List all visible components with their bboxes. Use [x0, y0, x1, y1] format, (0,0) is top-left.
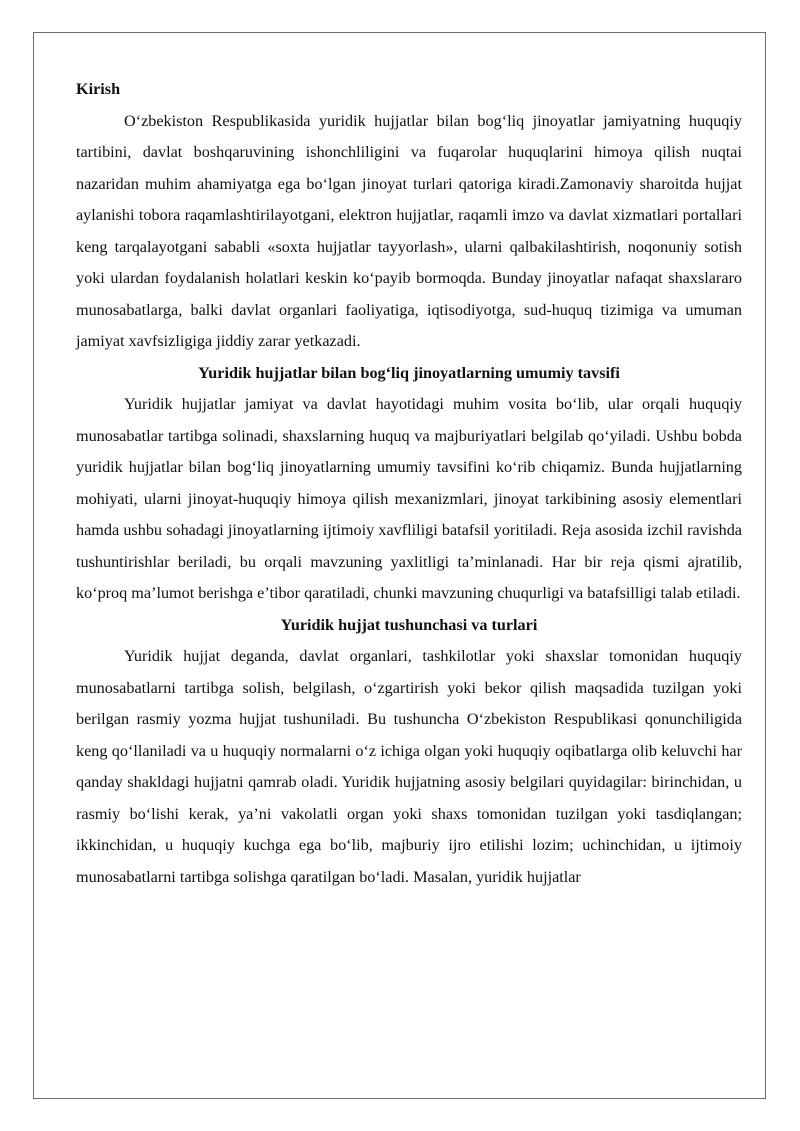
section-heading-document-concept: Yuridik hujjat tushunchasi va turlari	[280, 615, 538, 634]
intro-paragraph: O‘zbekiston Respublikasida yuridik hujjatlar bilan bog‘liq jinoyatlar jamiyatning huquqiy tartibini, davlat boshqaruvining ishonchliligini va fuqarolar huquqlarini himoya qilish nuqtai nazaridan muhim ahamiyatga ega bo‘lgan jinoyat turlari qatoriga kiradi.Zamonaviy sharoitda hujjat aylanishi tobora raqamlashtirilayotgani, elektron hujjatlar, raqamli imzo va davlat xizmatlari portallari keng tarqalayotgani sababli «soxta hujjatlar tayyorlash», ularni qalbakilashtirish, noqonuniy sotish yoki ulardan foydalanish holatlari keskin ko‘payib bormoqda. Bunday jinoyatlar nafaqat shaxslararo munosabatlarga, balki davlat organlari faoliyatiga, iqtisodiyotga, sud-huquq tizimiga va umuman jamiyat xavfsizligiga jiddiy zarar yetkazadi.	[76, 111, 742, 350]
general-description-paragraph: Yuridik hujjatlar jamiyat va davlat hayotidagi muhim vosita bo‘lib, ular orqali huquqiy munosabatlar tartibga solinadi, shaxslarning huquq va majburiyatlari belgilab qo‘yiladi. Ushbu bobda yuridik hujjatlar bilan bog‘liq jinoyatlarning umumiy tavsifini ko‘rib chiqamiz. Bunda hujjatlarning mohiyati, ularni jinoyat-huquqiy himoya qilish mexanizmlari, jinoyat tarkibining asosiy elementlari hamda ushbu sohadagi jinoyatlarning ijtimoiy xavfliligi batafsil yoritiladi. Reja asosida izchil ravishda tushuntirishlar beriladi, bu orqali mavzuning yaxlitligi ta’minlanadi. Har bir reja qismi ajratilib, ko‘proq ma’lumot berishga e’tibor qaratiladi, chunki mavzuning chuqurligi va batafsilligi talab etiladi.	[76, 395, 742, 602]
document-body	[76, 74, 742, 893]
document-concept-paragraph: Yuridik hujjat deganda, davlat organlari, tashkilotlar yoki shaxslar tomonidan huquqiy munosabatlarni tartibga solish, belgilash, o‘zgartirish yoki bekor qilish maqsadida tuzilgan yoki berilgan rasmiy yozma hujjat tushuniladi. Bu tushuncha O‘zbekiston Respublikasi qonunchiligida keng qo‘llaniladi va u huquqiy normalarni o‘z ichiga olgan yoki huquqiy oqibatlarga olib keluvchi har qanday shakldagi hujjatni qamrab oladi. Yuridik hujjatning asosiy belgilari quyidagilar: birinchidan, u rasmiy bo‘lishi kerak, ya’ni vakolatli organ yoki shaxs tomonidan tuzilgan yoki tasdiqlangan; ikkinchidan, u huquqiy kuchga ega bo‘lib, majburiy ijro etilishi lozim; uchinchidan, u ijtimoiy munosabatlarni tartibga solishga qaratilgan bo‘ladi. Masalan, yuridik hujjatlar	[76, 647, 742, 886]
intro-heading: Kirish	[76, 80, 121, 98]
section-heading-general-description: Yuridik hujjatlar bilan bog‘liq jinoyatlarning umumiy tavsifi	[198, 363, 620, 382]
